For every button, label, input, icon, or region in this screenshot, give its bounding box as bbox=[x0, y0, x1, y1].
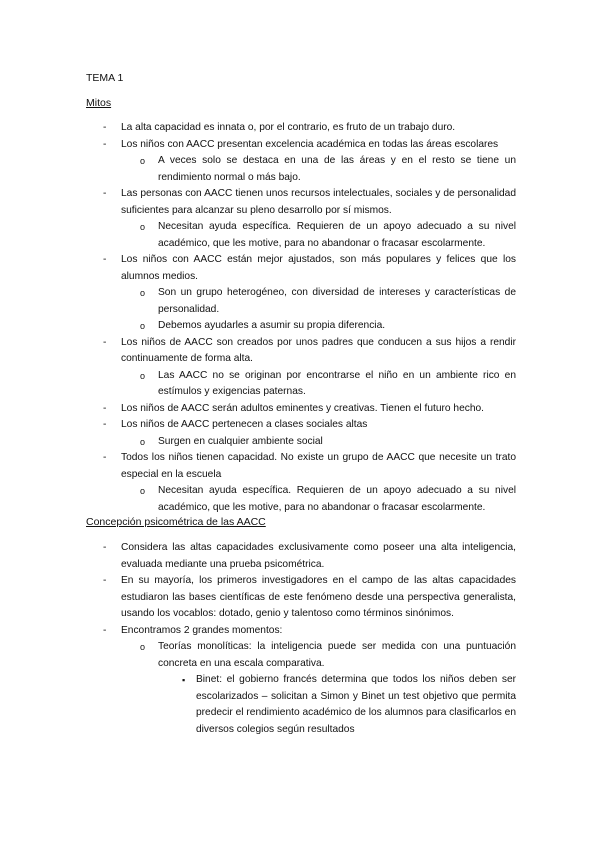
section-heading-mitos: Mitos bbox=[86, 97, 112, 109]
list-item: - Considera las altas capacidades exclusivamente como poseer una alta inteligencia, evaluada mediante una prueba psicométrica. bbox=[86, 540, 516, 573]
sub-list-item: o Las AACC no se originan por encontrarse el niño en un ambiente rico en estímulos y exigencias paternas. bbox=[121, 368, 516, 401]
sub-list-item: o Son un grupo heterogéneo, con diversidad de intereses y características de personalidad. bbox=[121, 285, 516, 318]
list-item: - Todos los niños tienen capacidad. No existe un grupo de AACC que necesite un trato especial en la escuela bbox=[86, 450, 516, 483]
list-item: - Las personas con AACC tienen unos recursos intelectuales, sociales y de personalidad suficientes para alcanzar su pleno desarrollo por sí mismos. bbox=[86, 186, 516, 219]
sub-sub-list-item: ▪ Binet: el gobierno francés determina que todos los niños deben ser escolarizados – solicitan a Simon y Binet un test objetivo que permita predecir el rendimiento académico de los alumnos para clasificarlos en diversos colegios según resultados bbox=[182, 672, 516, 738]
sub-list-item: o Necesitan ayuda específica. Requieren de un apoyo adecuado a su nivel académico, que les motive, para no abandonar o fracasar escolarmente. bbox=[121, 219, 516, 252]
list-item: - Los niños con AACC están mejor ajustados, son más populares y felices que los alumnos medios. bbox=[86, 252, 516, 285]
sub-list-item: o Surgen en cualquier ambiente social bbox=[121, 434, 516, 451]
list-item: - Encontramos 2 grandes momentos: bbox=[86, 623, 516, 640]
mitos-list bbox=[86, 120, 516, 516]
list-item: - Los niños de AACC son creados por unos padres que conducen a sus hijos a rendir continuamente de forma alta. bbox=[86, 335, 516, 368]
sub-list-item: o Teorías monolíticas: la inteligencia puede ser medida con una puntuación concreta en una escala comparativa. bbox=[121, 639, 516, 672]
list-item: - En su mayoría, los primeros investigadores en el campo de las altas capacidades estudiaron las bases científicas de este fenómeno desde una perspectiva generalista, usando los vocablos: dotado, genio y talentoso como términos sinónimos. bbox=[86, 573, 516, 623]
sub-list-item: o Debemos ayudarles a asumir su propia diferencia. bbox=[121, 318, 516, 335]
list-item: - La alta capacidad es innata o, por el contrario, es fruto de un trabajo duro. bbox=[86, 120, 516, 137]
sub-list-item: o Necesitan ayuda específica. Requieren de un apoyo adecuado a su nivel académico, que les motive, para no abandonar o fracasar escolarmente. bbox=[121, 483, 516, 516]
list-item: - Los niños con AACC presentan excelencia académica en todas las áreas escolares bbox=[86, 137, 516, 154]
document-title: TEMA 1 bbox=[86, 72, 124, 84]
concepcion-list bbox=[86, 540, 516, 738]
sub-list-item: o A veces solo se destaca en una de las áreas y en el resto se tiene un rendimiento normal o más bajo. bbox=[121, 153, 516, 186]
list-item: - Los niños de AACC serán adultos eminentes y creativas. Tienen el futuro hecho. bbox=[86, 401, 516, 418]
list-item: - Los niños de AACC pertenecen a clases sociales altas bbox=[86, 417, 516, 434]
section-heading-concepcion: Concepción psicométrica de las AACC bbox=[86, 516, 266, 528]
